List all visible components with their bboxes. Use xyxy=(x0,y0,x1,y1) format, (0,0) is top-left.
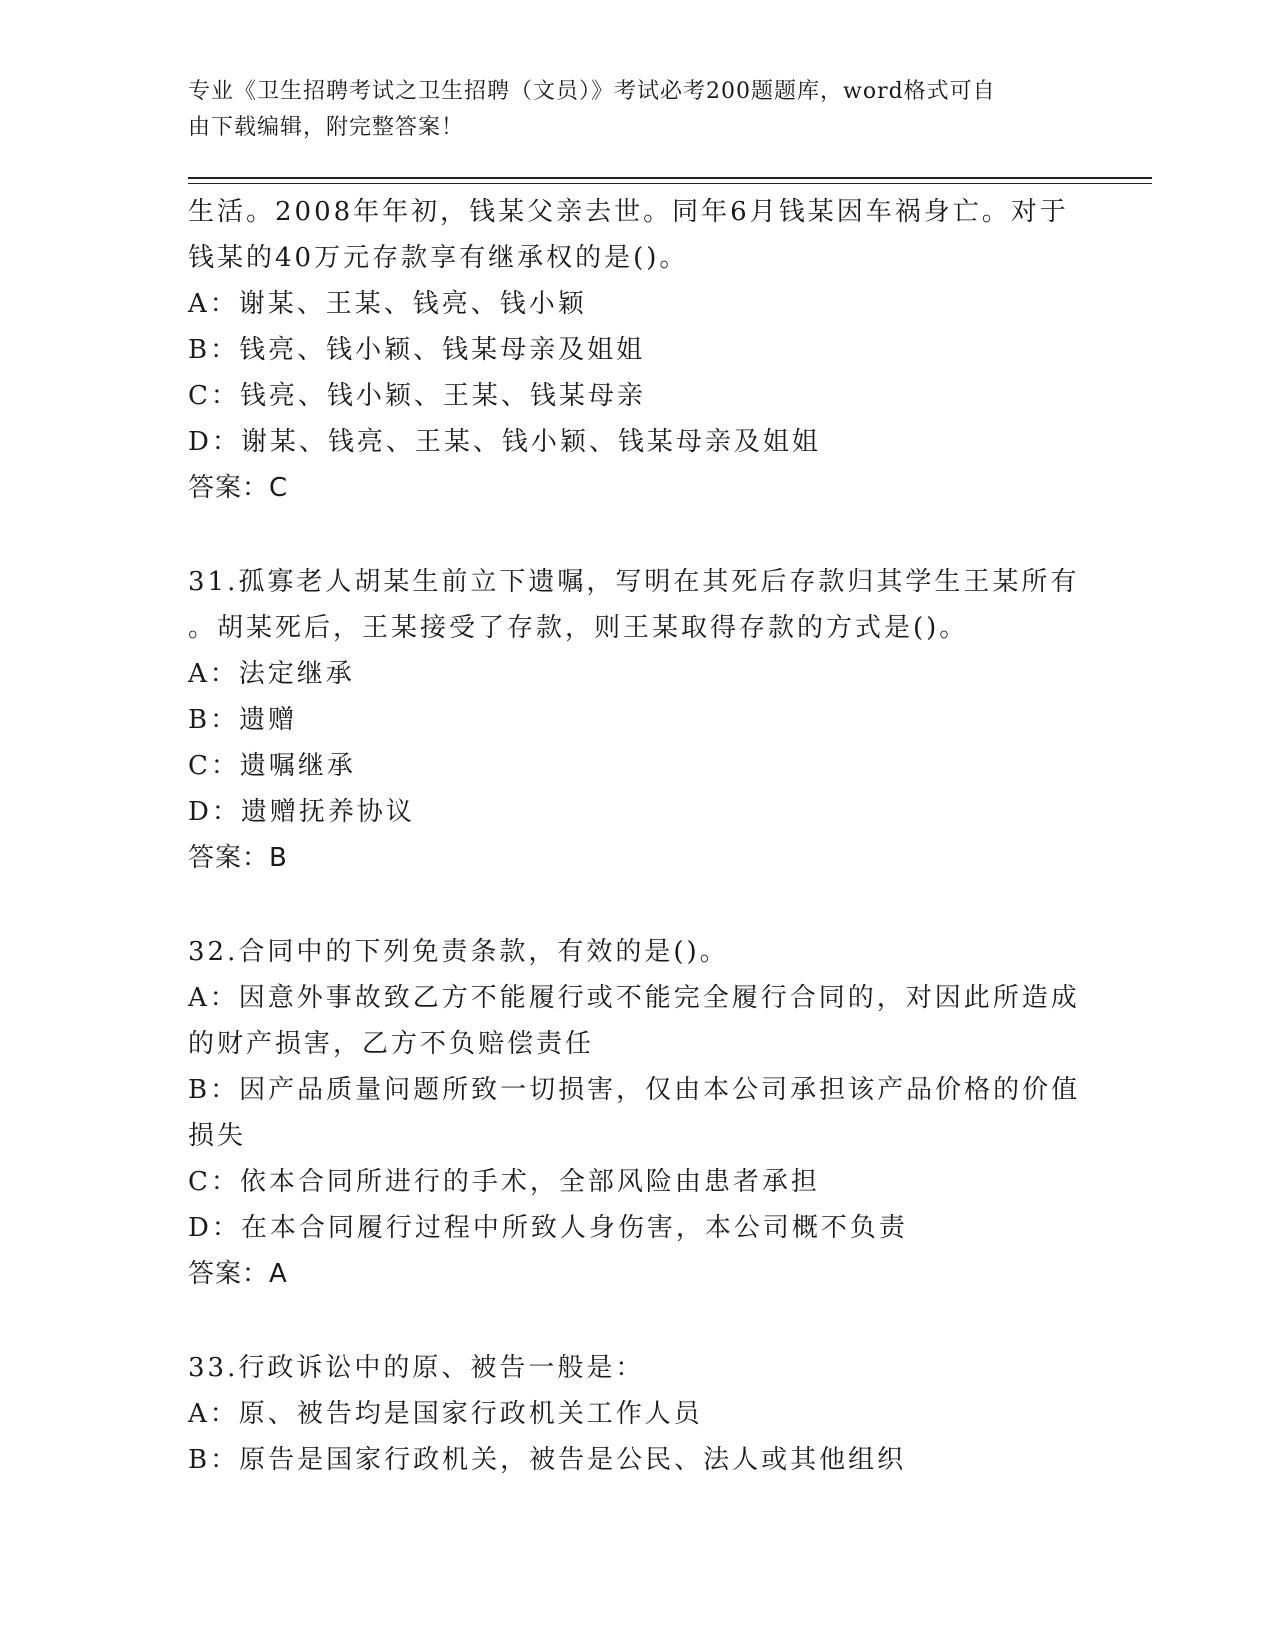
option-c: C：依本合同所进行的手术，全部风险由患者承担 xyxy=(188,1167,820,1197)
question-stem: 钱某的40万元存款享有继承权的是()。 xyxy=(188,243,689,273)
option-d: D：遗赠抚养协议 xyxy=(188,797,415,827)
header-line-2: 由下载编辑，附完整答案！ xyxy=(188,115,465,140)
option-a: A：法定继承 xyxy=(188,659,355,689)
option-a-continued: 的财产损害，乙方不负赔偿责任 xyxy=(188,1029,595,1059)
option-c: C：遗嘱继承 xyxy=(188,751,356,781)
question-list xyxy=(188,189,1081,1483)
answer-line: 答案：B xyxy=(188,843,288,873)
option-c: C：钱亮、钱小颖、王某、钱某母亲 xyxy=(188,381,646,411)
option-d: D：在本合同履行过程中所致人身伤害，本公司概不负责 xyxy=(188,1213,908,1243)
header-divider-thick xyxy=(188,177,1152,179)
option-b: B：遗赠 xyxy=(188,705,298,735)
option-b-continued: 损失 xyxy=(188,1121,247,1151)
option-d: D：谢某、钱亮、王某、钱小颖、钱某母亲及姐姐 xyxy=(188,427,821,457)
question-block xyxy=(188,559,1078,881)
header-divider-thin xyxy=(188,183,1152,184)
option-b: B：原告是国家行政机关，被告是公民、法人或其他组织 xyxy=(188,1445,907,1475)
option-a: A：谢某、王某、钱亮、钱小颖 xyxy=(188,289,587,319)
question-block xyxy=(188,929,1081,1297)
question-block xyxy=(188,1345,1078,1483)
answer-line: 答案：A xyxy=(188,1259,288,1289)
option-a: A：原、被告均是国家行政机关工作人员 xyxy=(188,1399,703,1429)
question-stem: 生活。2008年年初，钱某父亲去世。同年6月钱某因车祸身亡。对于 xyxy=(188,197,1069,227)
option-b: B：因产品质量问题所致一切损害，仅由本公司承担该产品价格的价值 xyxy=(188,1075,1081,1105)
option-b: B：钱亮、钱小颖、钱某母亲及姐姐 xyxy=(188,335,646,365)
question-stem: 33.行政诉讼中的原、被告一般是： xyxy=(188,1353,645,1383)
document-header xyxy=(188,74,1068,146)
question-stem: 。胡某死后，王某接受了存款，则王某取得存款的方式是()。 xyxy=(188,613,969,643)
question-stem: 31.孤寡老人胡某生前立下遗嘱，写明在其死后存款归其学生王某所有 xyxy=(188,567,1080,597)
header-line-1: 专业《卫生招聘考试之卫生招聘（文员）》考试必考200题题库，word格式可自 xyxy=(188,79,996,104)
option-a: A：因意外事故致乙方不能履行或不能完全履行合同的，对因此所造成 xyxy=(188,983,1080,1013)
answer-line: 答案：C xyxy=(188,473,289,503)
question-stem: 32.合同中的下列免责条款，有效的是()。 xyxy=(188,937,729,967)
question-block xyxy=(188,189,1078,511)
